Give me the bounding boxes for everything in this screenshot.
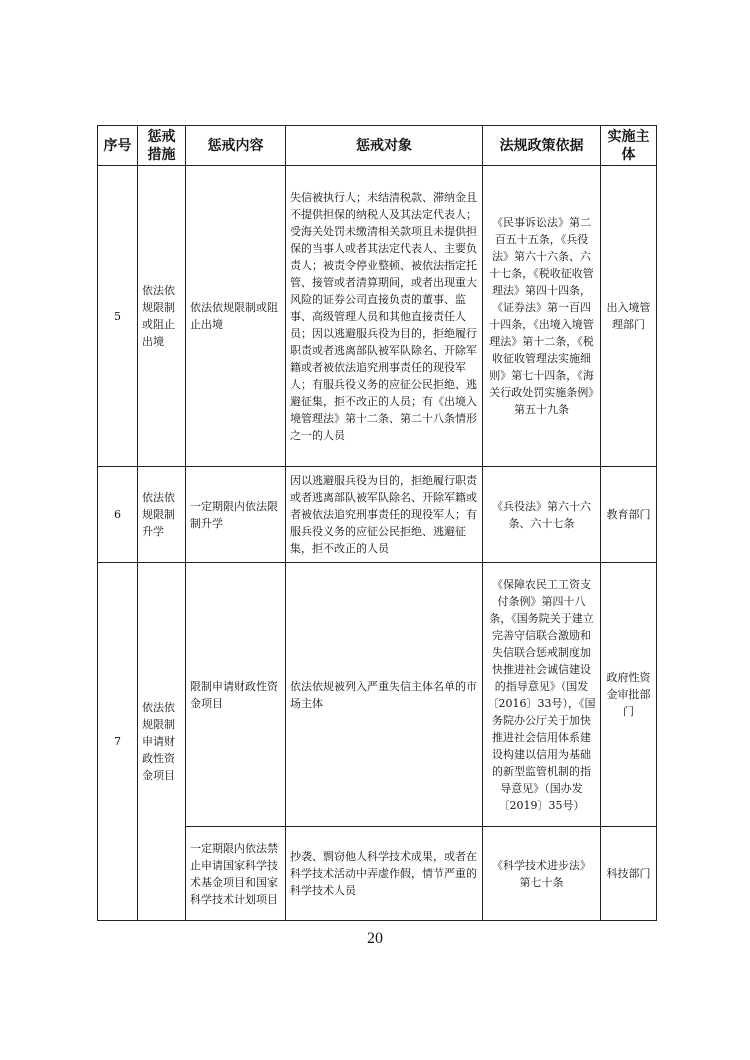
target-cell: 失信被执行人；未结清税款、滞纳金且不提供担保的纳税人及其法定代表人；受海关处罚未缴清相关款项且未提供担保的当事人或者其法定代表人、主要负责人；被责令停业整顿、被依法指定托管、接管或者清算期间，或者出现重大风险的证券公司直接负责的董事、监事、高级管理人员和其他直接责任人员；因以逃避服兵役为目的，拒绝履行职责或者逃离部队被军队除名、开除军籍或者被依法追究刑事责任的现役军人；有服兵役义务的应征公民拒绝、逃避征集，拒不改正的人员；有《出境入境管理法》第十二条、第二十八条情形之一的人员 — [286, 166, 483, 467]
target-cell: 因以逃避服兵役为目的，拒绝履行职责或者逃离部队被军队除名、开除军籍或者被依法追究刑事责任的现役军人；有服兵役义务的应征公民拒绝、逃避征集，拒不改正的人员 — [286, 467, 483, 563]
target-cell: 抄袭、剽窃他人科学技术成果，或者在科学技术活动中弄虚作假，情节严重的科学技术人员 — [286, 827, 483, 921]
header-agency: 实施主体 — [601, 126, 657, 166]
table-row — [98, 166, 657, 467]
row-number: 5 — [98, 166, 138, 467]
header-content: 惩戒内容 — [186, 126, 286, 166]
row-number: 6 — [98, 467, 138, 563]
table-header-row — [98, 126, 657, 166]
table-row — [98, 467, 657, 563]
content-cell: 依法依规限制或阻止出境 — [186, 166, 286, 467]
header-measure: 惩戒措施 — [138, 126, 186, 166]
header-seq: 序号 — [98, 126, 138, 166]
punishment-table — [97, 125, 657, 921]
content-cell: 限制申请财政性资金项目 — [186, 563, 286, 827]
basis-cell: 《兵役法》第六十六条、六十七条 — [483, 467, 601, 563]
measure-cell: 依法依规限制或阻止出境 — [138, 166, 186, 467]
table-row — [98, 563, 657, 827]
agency-cell: 政府性资金审批部门 — [601, 563, 657, 827]
basis-cell: 《保障农民工工资支付条例》第四十八条，《国务院关于建立完善守信联合激励和失信联合惩戒制度加快推进社会诚信建设的指导意见》（国发〔2016〕33号），《国务院办公厅关于加快推进社会信用体系建设构建以信用为基础的新型监管机制的指导意见》（国办发〔2019〕35号） — [483, 563, 601, 827]
agency-cell: 出入境管理部门 — [601, 166, 657, 467]
row-number: 7 — [98, 563, 138, 921]
header-basis: 法规政策依据 — [483, 126, 601, 166]
page-number: 20 — [367, 930, 383, 947]
agency-cell: 教育部门 — [601, 467, 657, 563]
header-target: 惩戒对象 — [286, 126, 483, 166]
target-cell: 依法依规被列入严重失信主体名单的市场主体 — [286, 563, 483, 827]
content-cell: 一定期限内依法禁止申请国家科学技术基金项目和国家科学技术计划项目 — [186, 827, 286, 921]
measure-cell: 依法依规限制申请财政性资金项目 — [138, 563, 186, 921]
basis-cell: 《民事诉讼法》第二百五十五条，《兵役法》第六十六条、六十七条，《税收征收管理法》第四十四条，《证券法》第一百四十四条，《出境入境管理法》第十二条，《税收征收管理法实施细则》第七十四条，《海关行政处罚实施条例》第五十九条 — [483, 166, 601, 467]
content-cell: 一定期限内依法限制升学 — [186, 467, 286, 563]
agency-cell: 科技部门 — [601, 827, 657, 921]
measure-cell: 依法依规限制升学 — [138, 467, 186, 563]
basis-cell: 《科学技术进步法》第七十条 — [483, 827, 601, 921]
